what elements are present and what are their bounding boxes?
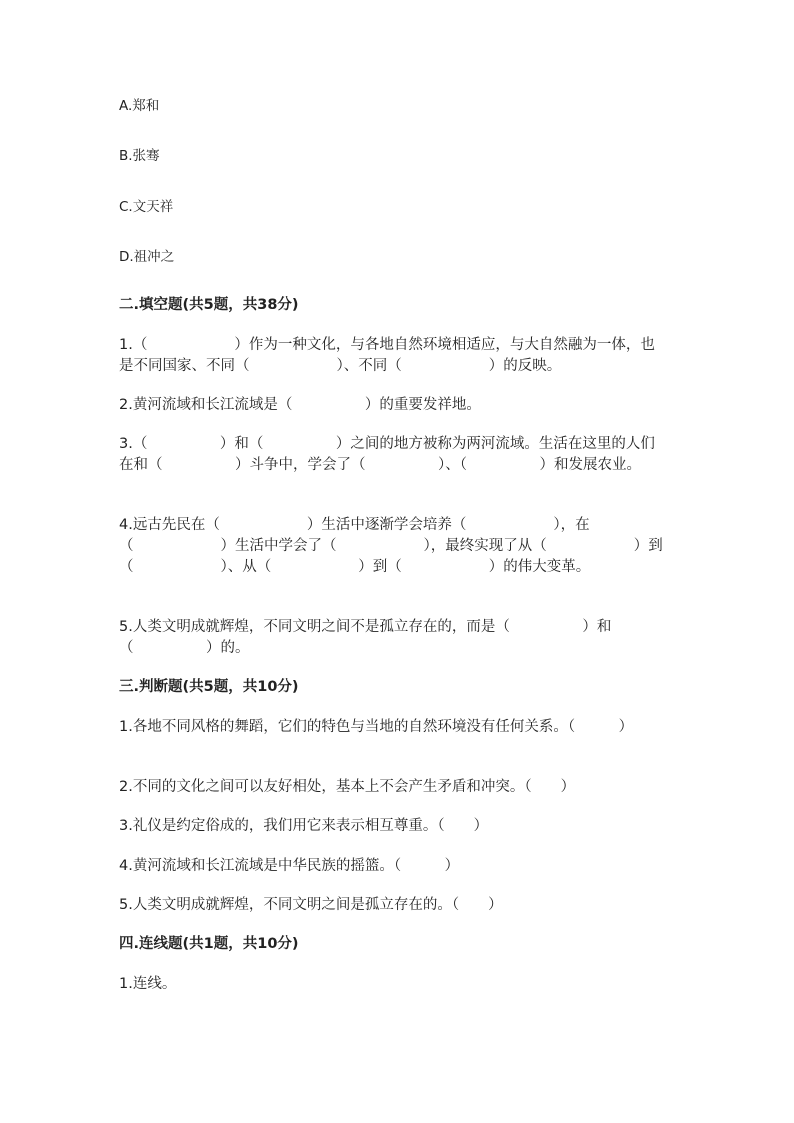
- fill-blank-question-2: 2.黄河流域和长江流域是（ ）的重要发祥地。: [119, 397, 481, 413]
- true-false-question-3: 3.礼仪是约定俗成的，我们用它来表示相互尊重。（ ）: [119, 818, 489, 834]
- true-false-question-1: 1.各地不同风格的舞蹈，它们的特色与当地的自然环境没有任何关系。（ ）: [119, 719, 634, 735]
- option-a: A.郑和: [119, 98, 160, 114]
- option-b: B.张骞: [119, 148, 160, 164]
- fill-blank-question-3: 3.（ ）和（ ）之间的地方被称为两河流域。生活在这里的人们在和（ ）斗争中，学会了（ ）、（ ）和发展农业。: [119, 436, 655, 473]
- option-d: D.祖冲之: [119, 249, 175, 265]
- section-heading-matching: 四.连线题(共1题，共10分): [119, 936, 299, 952]
- true-false-question-2: 2.不同的文化之间可以友好相处，基本上不会产生矛盾和冲突。（ ）: [119, 779, 576, 795]
- matching-question-1: 1.连线。: [119, 976, 177, 992]
- true-false-question-5: 5.人类文明成就辉煌，不同文明之间是孤立存在的。（ ）: [119, 897, 503, 913]
- fill-blank-question-4: 4.远古先民在（ ）生活中逐渐学会培养（ ），在（ ）生活中学会了（ ），最终实现了从（ ）到（ ）、从（ ）到（ ）的伟大变革。: [119, 517, 663, 575]
- fill-blank-question-1: 1.（ ）作为一种文化，与各地自然环境相适应，与大自然融为一体，也是不同国家、不同（ ）、不同（ ）的反映。: [119, 337, 655, 374]
- option-c: C.文天祥: [119, 199, 174, 215]
- fill-blank-question-5: 5.人类文明成就辉煌，不同文明之间不是孤立存在的，而是（ ）和（ ）的。: [119, 619, 612, 656]
- section-heading-fill-blank: 二.填空题(共5题，共38分): [119, 297, 299, 313]
- section-heading-true-false: 三.判断题(共5题，共10分): [119, 679, 299, 695]
- true-false-question-4: 4.黄河流域和长江流域是中华民族的摇篮。（ ）: [119, 858, 460, 874]
